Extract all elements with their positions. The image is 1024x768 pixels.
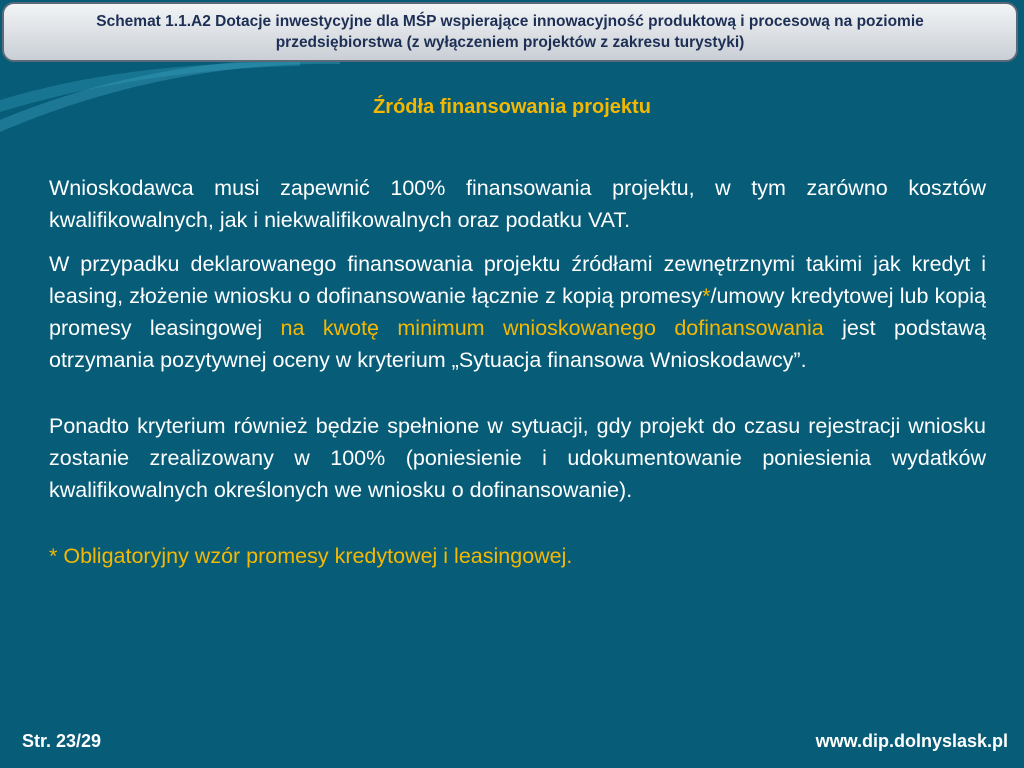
paragraph-2-text-c: jest podstawą otrzymania pozytywnej oceny w kryterium „Sytuacja finansowa Wnioskodawcy”. [49, 316, 986, 372]
header-banner [2, 2, 1018, 62]
footnote: * Obligatoryjny wzór promesy kredytowej i leasingowej. [49, 544, 573, 568]
paragraph-2-highlight: na kwotę minimum wnioskowanego dofinansowania [280, 316, 824, 340]
paragraph-2-text-a: W przypadku deklarowanego finansowania projektu źródłami zewnętrznymi takimi jak kredyt i leasing, złożenie wniosku o dofinansowanie łącznie z kopią promesy [49, 252, 986, 308]
page-number: Str. 23/29 [22, 731, 102, 751]
main-content [49, 172, 986, 572]
paragraph-3: Ponadto kryterium również będzie spełnione w sytuacji, gdy projekt do czasu rejestracji wniosku zostanie zrealizowany w 100% (poniesienie i udokumentowanie poniesienia wydatków kwalifikowalnych określonych we wniosku o dofinansowanie). [49, 414, 986, 502]
website-url: www.dip.dolnyslask.pl [815, 731, 1008, 751]
paragraph-2 [49, 248, 986, 376]
footnote-marker: * [702, 284, 711, 308]
header-title: Schemat 1.1.A2 Dotacje inwestycyjne dla MŚP wspierające innowacyjność produktową i procesową na poziomie przedsiębiorstwa (z wyłączeniem projektów z zakresu turystyki) [96, 13, 924, 51]
paragraph-1: Wnioskodawca musi zapewnić 100% finansowania projektu, w tym zarówno kosztów kwalifikowalnych, jak i niekwalifikowalnych oraz podatku VAT. [49, 176, 986, 232]
paragraph-2-text-b: /umowy kredytowej lub kopią promesy leasingowej [49, 284, 986, 340]
section-title: Źródła finansowania projektu [373, 96, 651, 118]
